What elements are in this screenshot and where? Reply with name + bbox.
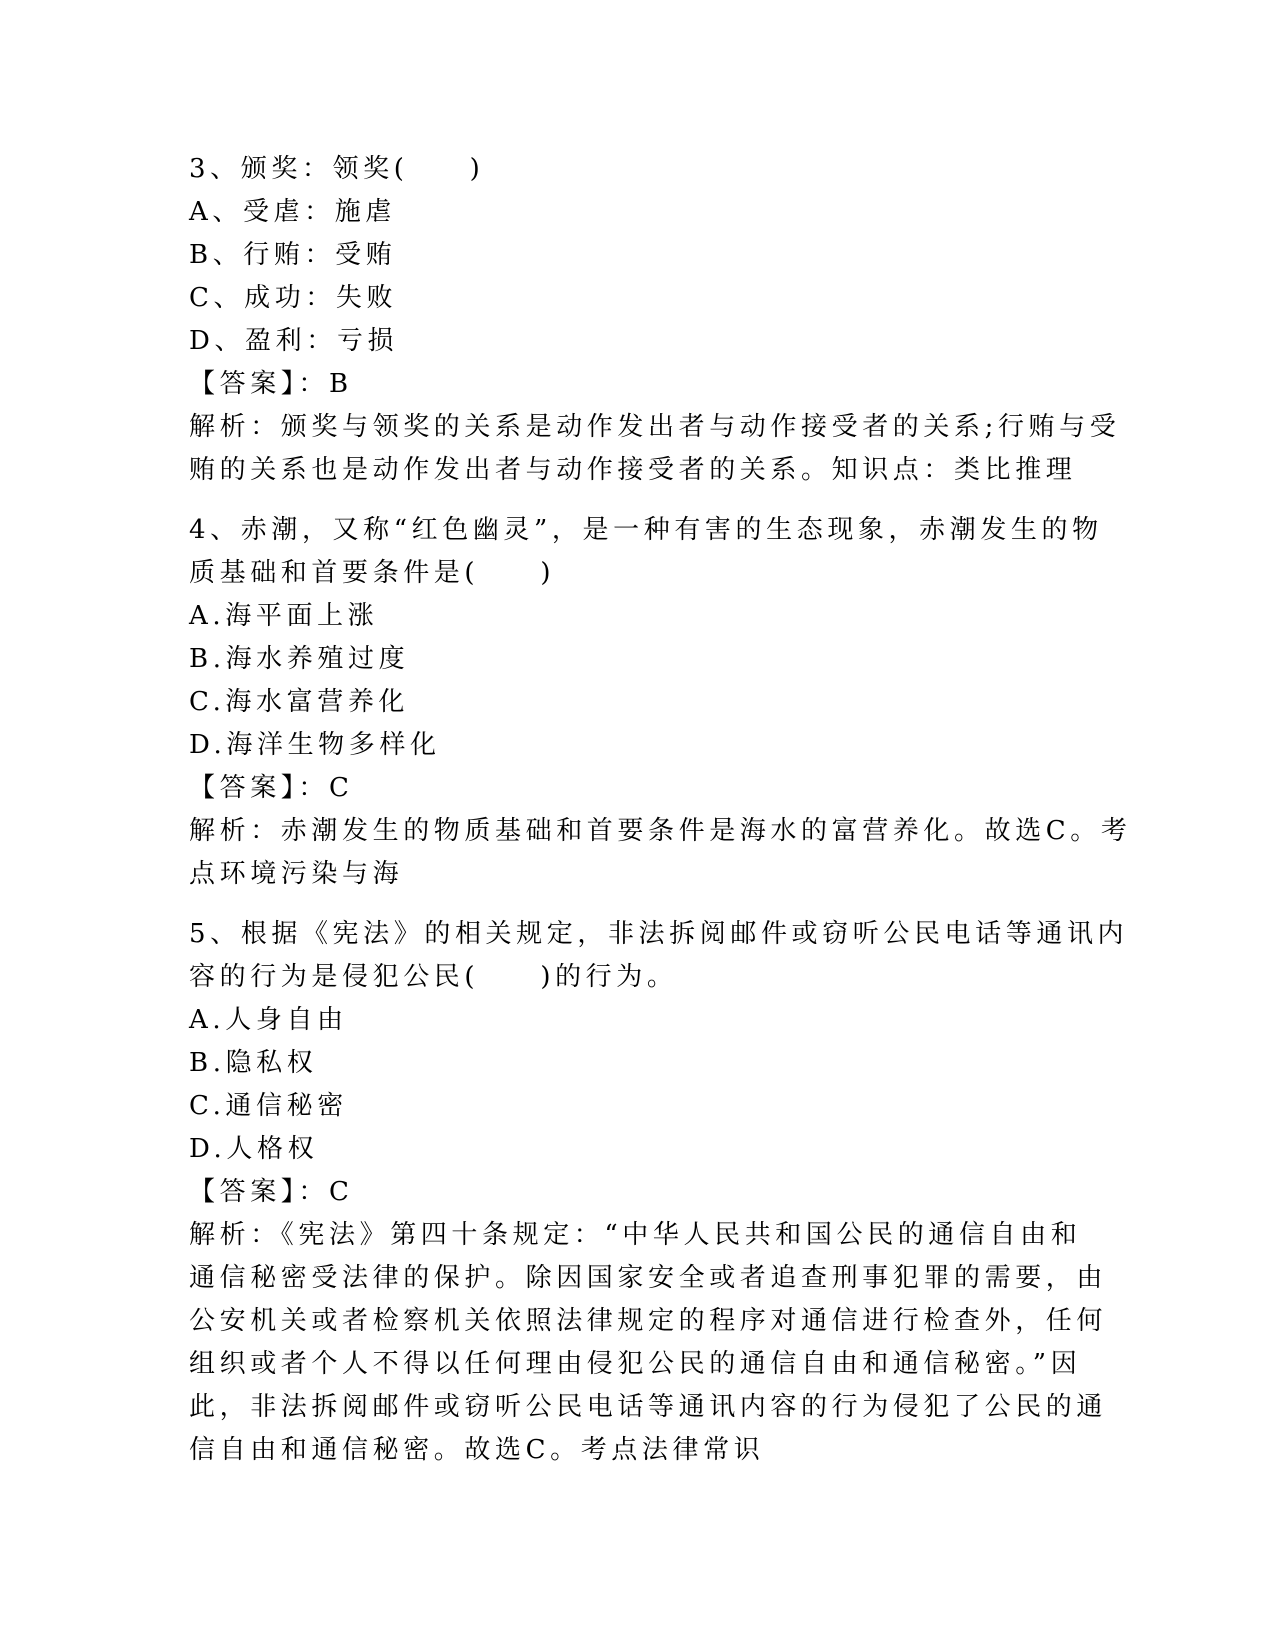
question-gap: [189, 896, 1089, 913]
analysis-line: 组织或者个人不得以任何理由侵犯公民的通信自由和通信秘密。”因: [189, 1349, 1082, 1379]
option-a: A.海平面上涨: [189, 601, 379, 631]
option-c: C、成功：失败: [189, 283, 398, 313]
option-d: D、盈利：亏损: [189, 326, 399, 356]
analysis-line: 贿的关系也是动作发出者与动作接受者的关系。知识点：类比推理: [189, 455, 1077, 485]
question-stem-line: 4、赤潮，又称“红色幽灵”，是一种有害的生态现象，赤潮发生的物: [189, 515, 1103, 545]
analysis-line: 解析：颁奖与领奖的关系是动作发出者与动作接受者的关系;行贿与受: [189, 412, 1121, 442]
option-c: C.海水富营养化: [189, 687, 410, 717]
analysis-line: 公安机关或者检察机关依照法律规定的程序对通信进行检查外，任何: [189, 1306, 1108, 1336]
analysis-line: 通信秘密受法律的保护。除因国家安全或者追查刑事犯罪的需要，由: [189, 1263, 1108, 1293]
page-content: [189, 148, 1132, 1472]
option-d: D.海洋生物多样化: [189, 730, 441, 760]
question-stem-line: 容的行为是侵犯公民( )的行为。: [189, 962, 678, 992]
analysis-line: 此，非法拆阅邮件或窃听公民电话等通讯内容的行为侵犯了公民的通: [189, 1392, 1108, 1422]
question-gap: [189, 492, 1089, 509]
option-d: D.人格权: [189, 1134, 319, 1164]
answer-line: 【答案】：C: [189, 773, 354, 803]
option-c: C.通信秘密: [189, 1091, 348, 1121]
option-a: A、受虐：施虐: [189, 197, 396, 227]
analysis-line: 解析：赤潮发生的物质基础和首要条件是海水的富营养化。故选C。考: [189, 816, 1132, 846]
option-b: B、行贿：受贿: [189, 240, 397, 270]
question-stem-line: 3、颁奖：领奖( ): [189, 154, 485, 184]
analysis-line: 点环境污染与海: [189, 859, 404, 889]
option-b: B.海水养殖过度: [189, 644, 410, 674]
question-block-5: [189, 913, 1129, 1472]
question-stem-line: 质基础和首要条件是( ): [189, 558, 556, 588]
answer-line: 【答案】：C: [189, 1177, 354, 1207]
option-a: A.人身自由: [189, 1005, 348, 1035]
question-block-3: [189, 148, 1121, 492]
answer-line: 【答案】：B: [189, 369, 353, 399]
question-stem-line: 5、根据《宪法》的相关规定，非法拆阅邮件或窃听公民电话等通讯内: [189, 919, 1129, 949]
analysis-line: 信自由和通信秘密。故选C。考点法律常识: [189, 1435, 765, 1465]
analysis-line: 解析：《宪法》第四十条规定：“中华人民共和国公民的通信自由和: [189, 1220, 1082, 1250]
question-block-4: [189, 509, 1132, 896]
option-b: B.隐私权: [189, 1048, 318, 1078]
